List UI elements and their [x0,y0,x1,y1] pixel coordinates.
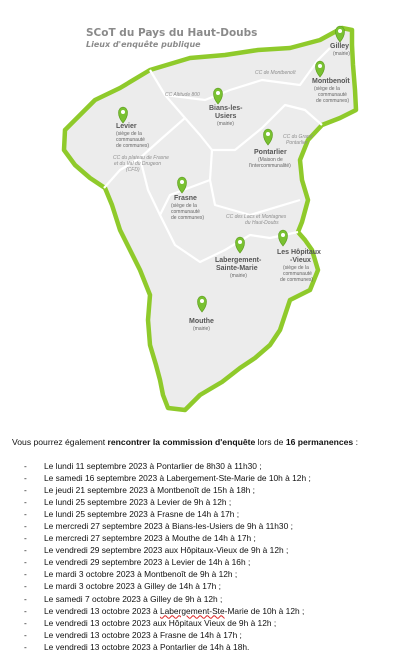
svg-text:communauté: communauté [116,137,145,143]
zone-label-cfd: CC du plateau de Frasne et du Val du Drugeon (CFD) [113,155,169,173]
svg-text:l'intercommunalité): l'intercommunalité) [249,163,291,169]
svg-text:Pontarlier: Pontarlier [254,149,287,156]
svg-text:(mairie): (mairie) [333,51,350,57]
svg-text:(siège de la: (siège de la [171,203,197,209]
svg-text:de communes): de communes) [171,215,205,221]
svg-text:communauté: communauté [283,271,312,277]
svg-text:Bians-les-: Bians-les- [209,105,243,112]
svg-text:Gilley: Gilley [330,43,350,50]
svg-text:Sainte-Marie: Sainte-Marie [216,265,258,272]
svg-text:Les Hôpitaux: Les Hôpitaux [277,249,321,256]
svg-text:(mairie): (mairie) [217,121,234,127]
svg-text:de communes): de communes) [316,98,350,104]
svg-text:(Maison de: (Maison de [258,157,283,163]
zone-label-montbenoit: CC de Montbenoît [255,70,296,76]
svg-text:(siège de la: (siège de la [283,265,309,271]
svg-text:de communes): de communes) [116,143,150,149]
map-title: SCoT du Pays du Haut-Doubs [86,27,258,39]
intro-paragraph: Vous pourrez également rencontrer la commission d'enquête lors de 16 permanences : [12,437,358,447]
svg-text:(mairie): (mairie) [193,326,210,332]
territory-outline [64,28,356,410]
zone-label-altitude-800: CC Altitude 800 [165,92,200,98]
svg-text:(mairie): (mairie) [230,273,247,279]
zone-label-lacs-montagnes: CC des Lacs et Montagnes du Haut-Doubs [226,214,287,226]
svg-text:Levier: Levier [116,123,137,130]
svg-text:(siège de la: (siège de la [116,131,142,137]
zone-label-grand-pontarlier: CC du Grand Pontarlier [283,134,313,146]
svg-text:de communes): de communes) [280,277,314,283]
svg-text:Mouthe: Mouthe [189,318,214,325]
svg-text:Frasne: Frasne [174,195,197,202]
svg-text:Montbenoît: Montbenoît [312,78,350,85]
svg-text:communauté: communauté [318,92,347,98]
svg-text:Usiers: Usiers [215,113,237,120]
map-subtitle: Lieux d'enquête publique [86,40,201,49]
svg-text:Labergement-: Labergement- [215,257,262,264]
svg-text:(siège de la: (siège de la [314,86,340,92]
svg-text:-Vieux: -Vieux [290,257,311,264]
svg-text:communauté: communauté [171,209,200,215]
